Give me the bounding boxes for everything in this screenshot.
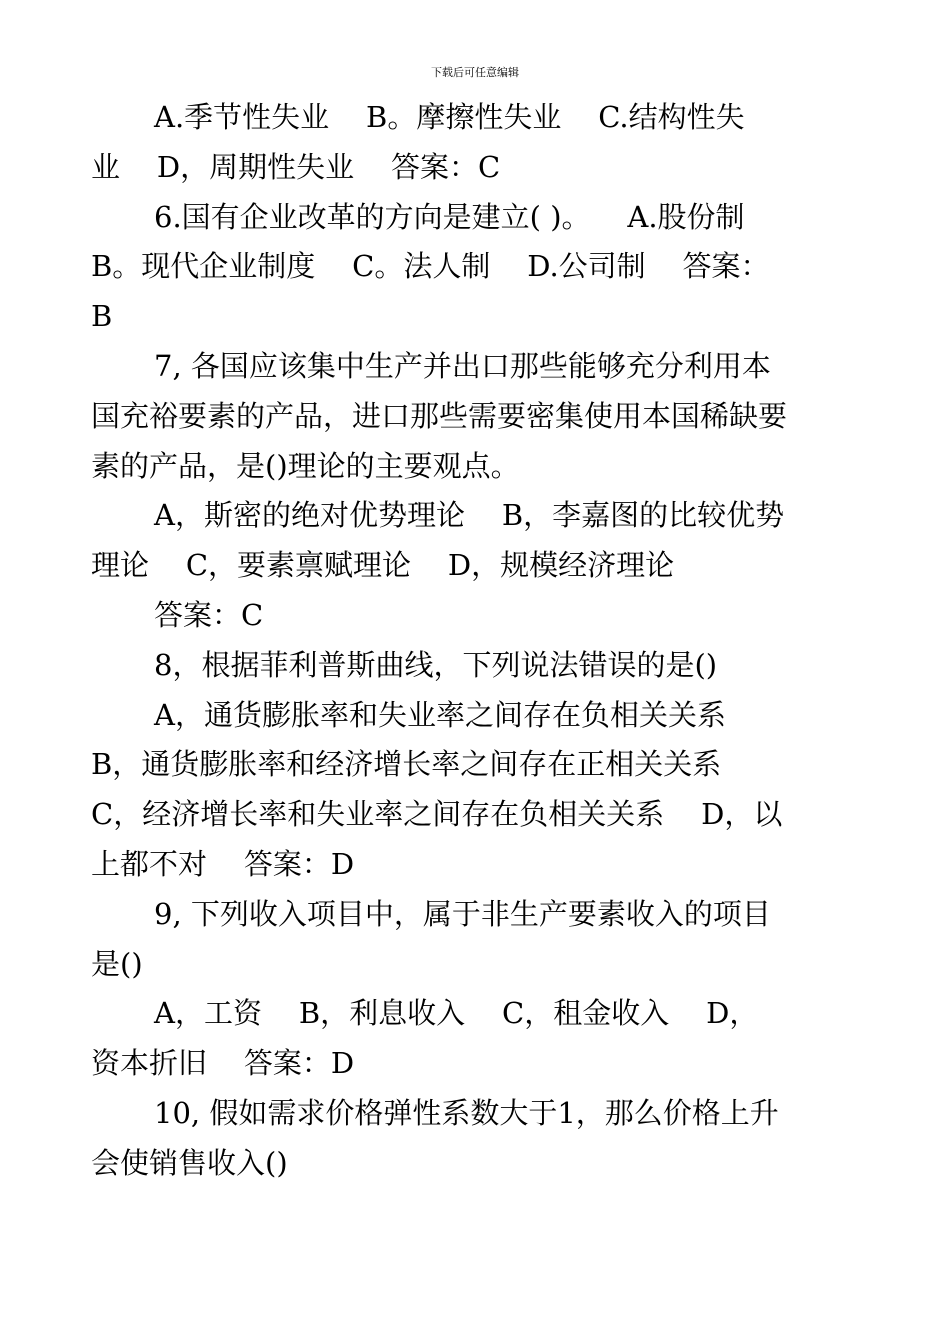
page-header-note: 下载后可任意编辑 (431, 66, 519, 79)
text-line: B (91, 299, 113, 334)
text-line: 国充裕要素的产品，进口那些需要密集使用本国稀缺要 (91, 398, 788, 433)
text-line: B。现代企业制度 C。法人制 D.公司制 答案： (91, 249, 770, 284)
text-line: 6.国有企业改革的方向是建立( )。 A.股份制 (154, 199, 745, 234)
text-line: A，通货膨胀率和失业率之间存在负相关关系 (154, 697, 726, 732)
text-line: A，斯密的绝对优势理论 B，李嘉图的比较优势 (154, 498, 785, 533)
text-line: 会使销售收入() (91, 1145, 288, 1180)
text-line: 理论 C，要素禀赋理论 D，规模经济理论 (91, 548, 675, 583)
text-line: 8，根据菲利普斯曲线，下列说法错误的是() (154, 647, 718, 682)
text-line: A，工资 B，利息收入 C，租金收入 D， (154, 996, 759, 1031)
text-line: A.季节性失业 B。摩擦性失业 C.结构性失 (154, 100, 745, 134)
text-line: 素的产品，是()理论的主要观点。 (91, 448, 520, 483)
text-line: 10, 假如需求价格弹性系数大于1，那么价格上升 (154, 1095, 779, 1130)
text-line: 上都不对 答案：D (91, 846, 355, 881)
text-line: 资本折旧 答案：D (91, 1046, 355, 1081)
text-line: 是() (91, 946, 143, 981)
text-line: 答案：C (154, 597, 264, 632)
document-body (91, 93, 871, 1189)
text-line: 9, 下列收入项目中，属于非生产要素收入的项目 (154, 896, 771, 931)
text-line: B，通货膨胀率和经济增长率之间存在正相关关系 (91, 747, 722, 782)
text-line: C，经济增长率和失业率之间存在负相关关系 D，以 (91, 797, 783, 832)
text-line: 业 D，周期性失业 答案：C (91, 149, 501, 184)
text-line: 7, 各国应该集中生产并出口那些能够充分利用本 (154, 348, 771, 383)
